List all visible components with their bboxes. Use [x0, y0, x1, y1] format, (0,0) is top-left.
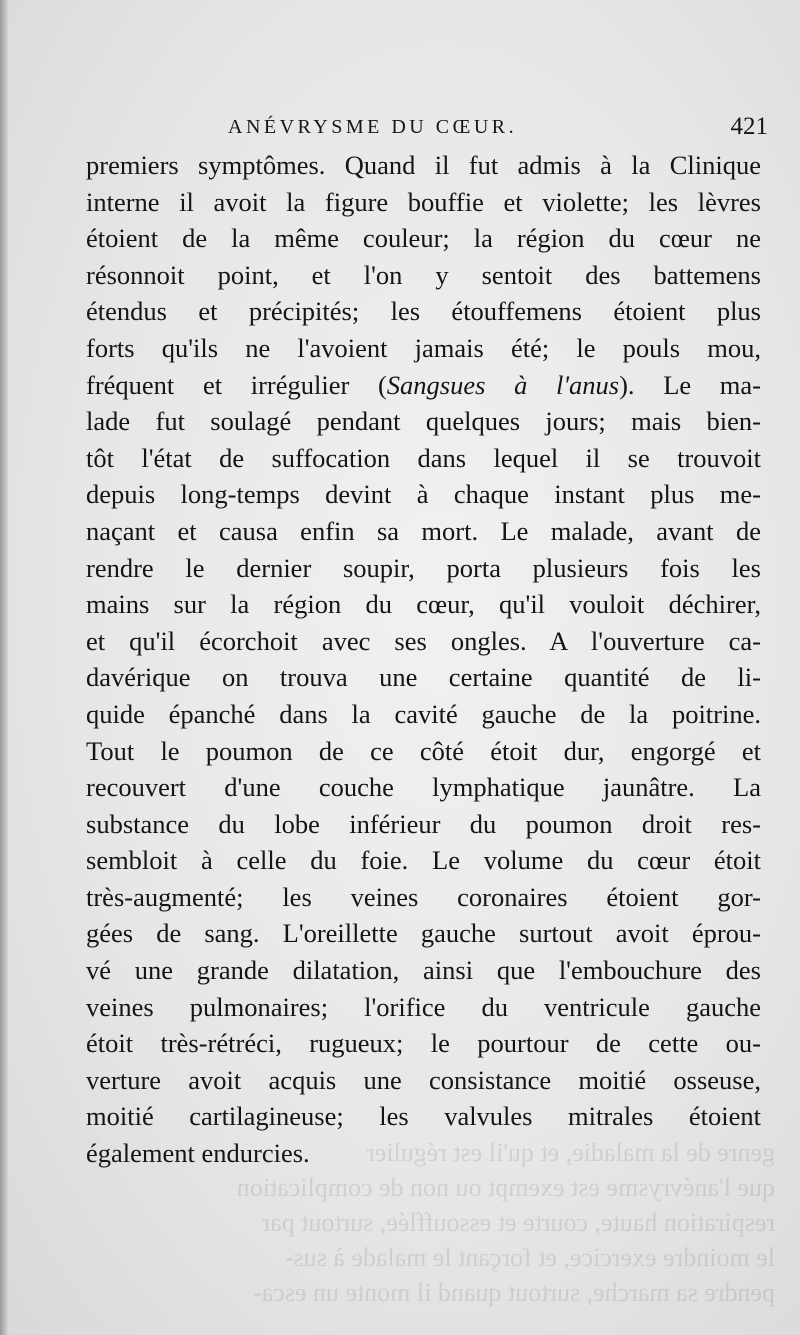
text-line: étoit très-rétréci, rugueux; le pourtour de cette ou-	[86, 1028, 761, 1059]
text-line: interne il avoit la figure bouffie et violette; les lèvres	[86, 186, 761, 217]
body-text	[86, 147, 761, 1172]
page-gutter-edge	[0, 0, 8, 1335]
page-header	[228, 112, 768, 142]
text-line: mains sur la région du cœur, qu'il vouloit déchirer,	[86, 589, 761, 620]
text-line: et qu'il écorchoit avec ses ongles. A l'ouverture ca-	[86, 625, 761, 656]
text-line: également endurcies.	[86, 1138, 310, 1169]
text-line: lade fut soulagé pendant quelques jours; mais bien-	[86, 406, 761, 437]
text-line: substance du lobe inférieur du poumon droit res-	[86, 808, 761, 839]
text-line: quide épanché dans la cavité gauche de la poitrine.	[86, 698, 761, 729]
italic-remedy-note: Sangsues à l'anus	[386, 369, 620, 400]
text-segment: ). Le ma-	[619, 369, 761, 400]
text-line: Tout le poumon de ce côté étoit dur, engorgé et	[86, 735, 761, 766]
text-line: vé une grande dilatation, ainsi que l'embouchure des	[86, 955, 761, 986]
text-line	[86, 367, 761, 404]
text-line: rendre le dernier soupir, porta plusieurs fois les	[86, 552, 761, 583]
text-line: tôt l'état de suffocation dans lequel il se trouvoit	[86, 442, 761, 473]
show-through-text: genre de la maladie, et qu'il est régulier que l'anévrysme est exempt ou non de complication respiration haute, courte et essoufflée, surtout par le moindre exercice, et forçant le malade à sus- pendre sa marche, surtout quand il monte un esca-	[236, 1138, 775, 1307]
text-line: forts qu'ils ne l'avoient jamais été; le pouls mou,	[86, 332, 761, 363]
text-line: premiers symptômes. Quand il fut admis à la Clinique	[86, 150, 761, 180]
text-line: très-augmenté; les veines coronaires étoient gor-	[86, 881, 761, 912]
running-title: ANÉVRYSME DU CŒUR.	[228, 116, 518, 138]
text-line: moitié cartilagineuse; les valvules mitrales étoient	[86, 1101, 761, 1132]
text-line: gées de sang. L'oreillette gauche surtout avoit éprou-	[86, 918, 761, 949]
text-line: davérique on trouva une certaine quantité de li-	[86, 662, 761, 693]
text-line: depuis long-temps devint à chaque instant plus me-	[86, 479, 761, 510]
text-line: étoient de la même couleur; la région du cœur ne	[86, 223, 761, 254]
text-line: naçant et causa enfin sa mort. Le malade, avant de	[86, 515, 761, 546]
text-line: recouvert d'une couche lymphatique jaunâtre. La	[86, 772, 761, 803]
text-line: sembloit à celle du foie. Le volume du cœur étoit	[86, 845, 761, 876]
text-line: verture avoit acquis une consistance moitié osseuse,	[86, 1064, 761, 1095]
text-line: veines pulmonaires; l'orifice du ventricule gauche	[86, 991, 761, 1022]
text-line: étendus et précipités; les étouffemens étoient plus	[86, 296, 761, 327]
text-segment: fréquent et irrégulier (	[86, 369, 387, 400]
page-number: 421	[730, 113, 768, 140]
text-line: résonnoit point, et l'on y sentoit des battemens	[86, 259, 761, 290]
